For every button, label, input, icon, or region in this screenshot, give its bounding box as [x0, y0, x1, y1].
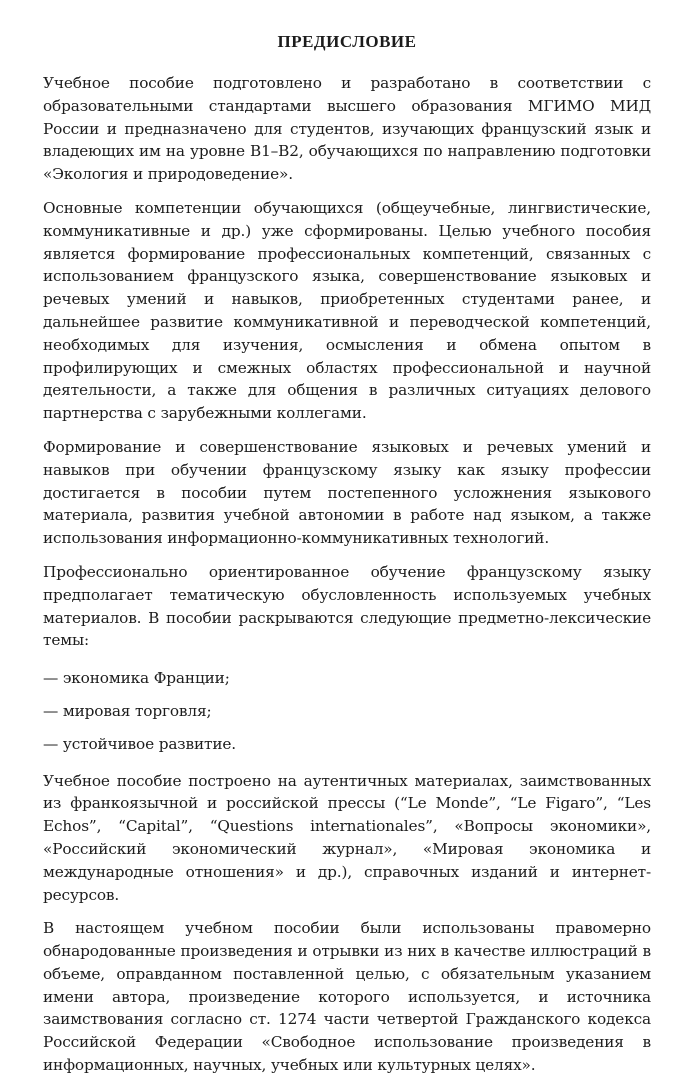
paragraph-intro: Учебное пособие подготовлено и разработано в соответствии с образовательными стандартами высшего образования МГИМО МИД России и предназначено для студентов, изучающих французский язык и владеющих им на уровне B1–B2, обучающихся по направлению подготовки «Экология и природоведение».: [43, 74, 651, 184]
topic-item-trade: — мировая торговля;: [43, 701, 212, 720]
paragraph-skills: Формирование и совершенствование языковых и речевых умений и навыков при обучении французскому языку как языку профессии достигается в пособии путем постепенного усложнения языкового материала, развития учебной автономии в работе над языком, а также использования информационно-коммуникативных технологий.: [43, 437, 651, 548]
topic-item-sustainable: — устойчивое развитие.: [43, 734, 236, 753]
topic-item-economy: — экономика Франции;: [43, 669, 230, 688]
paragraph-competences: Основные компетенции обучающихся (общеучебные, лингвистические, коммуникативные и др.) уже сформированы. Целью учебного пособия является формирование профессиональных компетенций, связанных с использованием французского языка, совершенствование языковых и речевых умений и навыков, приобретенных студентами ранее, и дальнейшее развитие коммуникативной и переводческой компетенций, необходимых для изучения, осмысления и обмена опытом в профилирующих и смежных областях профессиональной и научной деятельности, а также для общения в различных ситуациях делового партнерства с зарубежными коллегами.: [43, 198, 651, 423]
paragraph-sources: Учебное пособие построено на аутентичных материалах, заимствованных из франкоязычной и российской прессы (“Le Monde”, “Le Figaro”, “Les Echos”, “Capital”, “Questions internationales”, «Вопросы экономики», «Российский экономический журнал», «Мировая экономика и международные отношения» и др.), справочных изданий и интернет-ресурсов.: [43, 771, 651, 904]
paragraph-topics-intro: Профессионально ориентированное обучение французскому языку предполагает тематическую обусловленность используемых учебных материалов. В пособии раскрываются следующие предметно-лексические темы:: [43, 562, 651, 650]
paragraph-copyright: В настоящем учебном пособии были использованы правомерно обнародованные произведения и отрывки из них в качестве иллюстраций в объеме, оправданном поставленной целью, с обязательным указанием имени автора, произведение которого используется, и источника заимствования согласно ст. 1274 части четвертой Гражданского кодекса Российской Федерации «Свободное использование произведения в информационных, научных, учебных или культурных целях».: [43, 919, 651, 1075]
page-title: ПРЕДИСЛОВИЕ: [277, 32, 417, 51]
